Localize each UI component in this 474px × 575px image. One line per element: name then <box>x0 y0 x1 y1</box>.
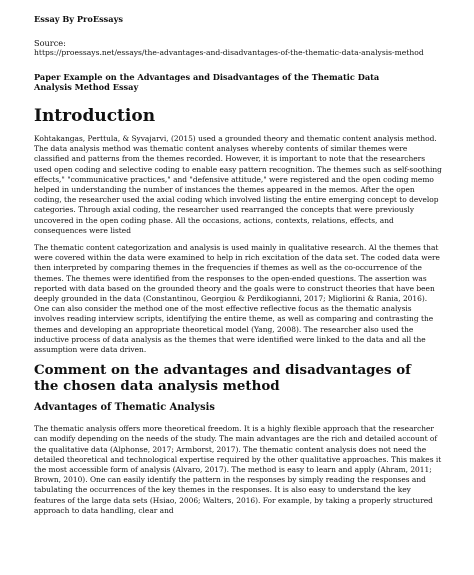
document-title: Paper Example on the Advantages and Disadvantages of the Thematic Data Analysis Method Essay <box>34 72 380 92</box>
intro-paragraph-2: The thematic content categorization and analysis is used mainly in qualitative research. Al the themes that were covered within the data were examined to help in rich excitation of the data set. The coded data were then interpreted by comparing themes in the frequencies if themes as well as the co-occurrence of the themes. The themes were identified from the responses to the open-ended questions. The assertion was reported with data based on the grounded theory and the goals were to construct theories that have been deeply grounded in the data (Constantinou, Georgiou & Perdikogianni, 2017; Migliorini & Rania, 2016). One can also consider the method one of the most effective reflective focus as the thematic analysis involves reading interview scripts, identifying the entire theme, as well as comparing and contrasting the themes and developing an appropriate theoretical model (Yang, 2008). The researcher also used the inductive process of data analysis as the themes that were identified were linked to the data and all the assumption were data driven. <box>34 243 440 355</box>
intro-paragraph-1: Kohtakangas, Perttula, & Syvajarvi, (2015) used a grounded theory and thematic content analysis method. The data analysis method was thematic content analyses whereby contents of similar themes were classified and patterns from the themes recorded. However, it is important to note that the researchers used open coding and selective coding to enable easy pattern recognition. The themes such as self-soothing effects," "communicative practices," and "defensive attitude," were registered and the open coding memo helped in understanding the number of instances the themes appeared in the memos. After the open coding, the researcher used the axial coding which involved listing the entire emerging concept to develop categories. Through axial coding, the researcher used rearranged the concepts that were previously uncovered in the open coding phase. All the occasions, actions, contexts, relations, effects, and consequences were listed <box>34 134 442 235</box>
advantages-paragraph: The thematic analysis offers more theoretical freedom. It is a highly flexible approach that the researcher can modify depending on the needs of the study. The main advantages are the rich and detailed account of the qualitative data (Alphonse, 2017; Armborst, 2017). The thematic content analysis does not need the detailed theoretical and technological expertise required by the other qualitative approaches. This makes it the most accessible form of analysis (Alvaro, 2017). The method is easy to learn and apply (Ahram, 2011; Brown, 2010). One can easily identify the pattern in the responses by simply reading the responses and tabulating the occurrences of the key themes in the responses. It is also easy to understand the key features of the large data sets (Hsiao, 2006; Walters, 2016). For example, by taking a properly structured approach to data handling, clear and <box>34 424 442 515</box>
comment-heading: Comment on the advantages and disadvantages of the chosen data analysis method <box>34 362 411 395</box>
advantages-heading: Advantages of Thematic Analysis <box>34 402 215 414</box>
introduction-heading: Introduction <box>34 106 156 126</box>
source-label: Source: <box>34 38 66 48</box>
site-title: Essay By ProEssays <box>34 14 123 24</box>
source-url[interactable]: https://proessays.net/essays/the-advantages-and-disadvantages-of-the-thematic-data-analysis-method <box>34 48 424 57</box>
